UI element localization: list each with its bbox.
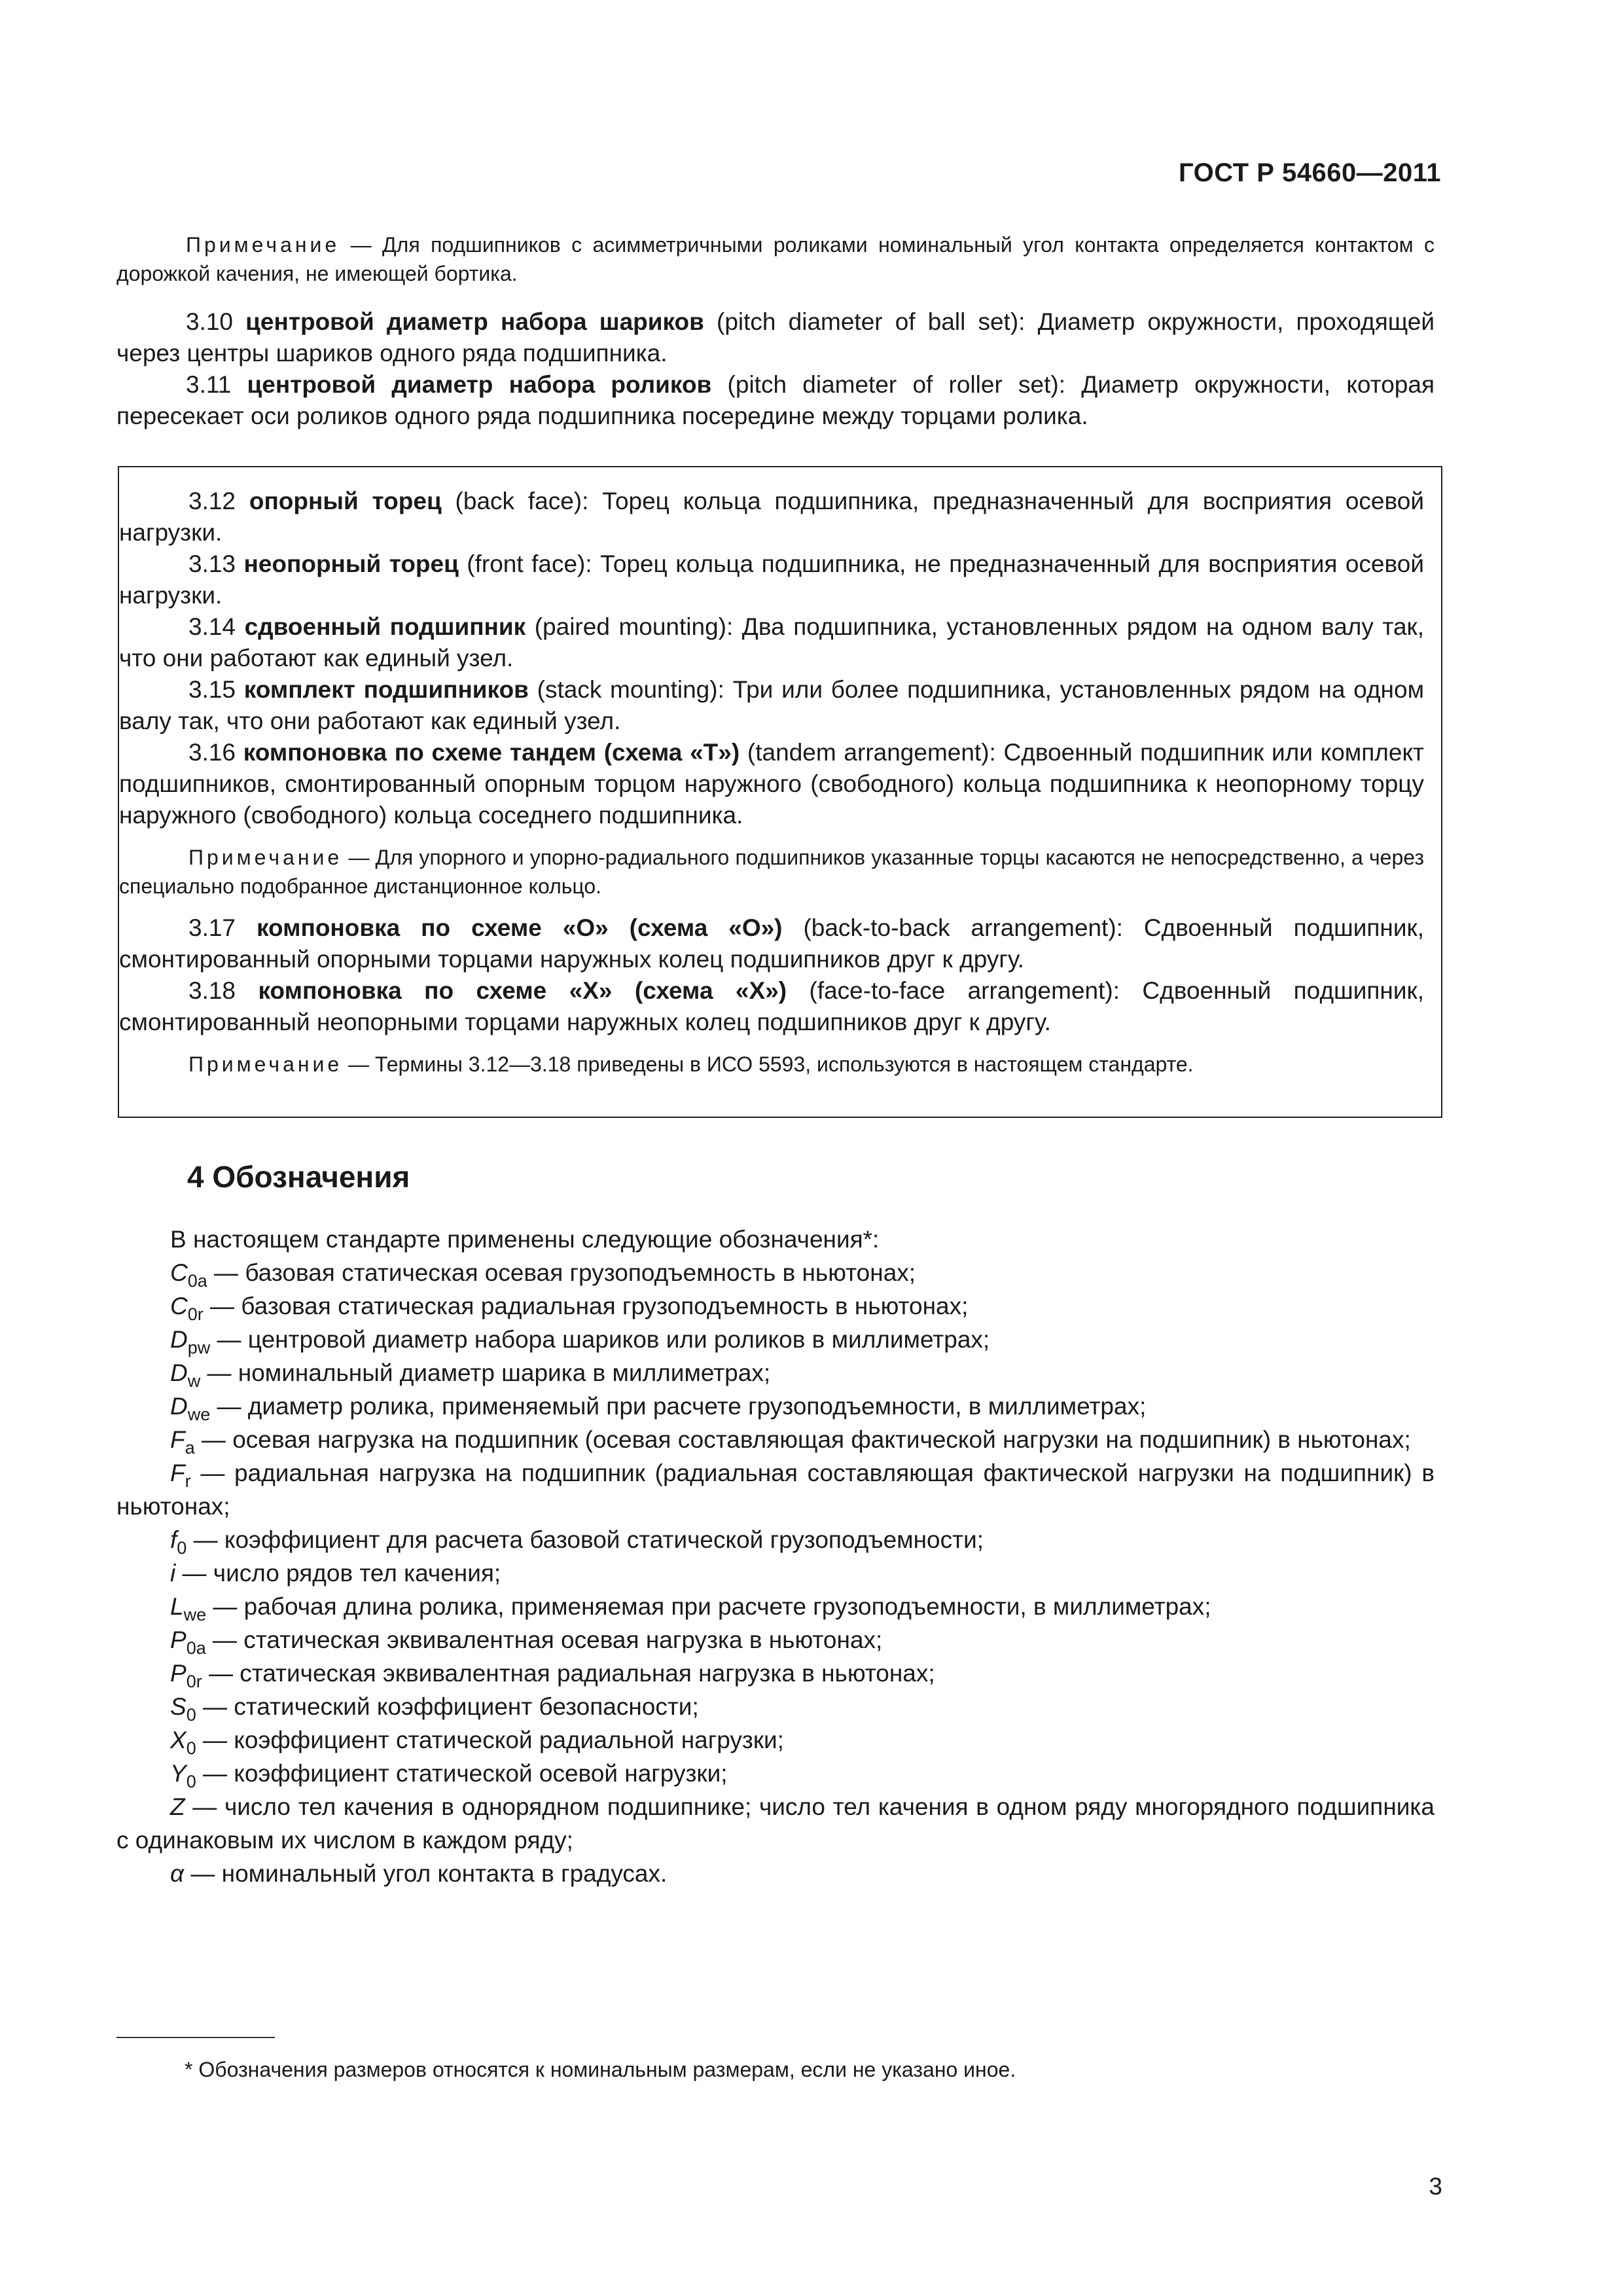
symbol-definition bbox=[116, 1723, 1435, 1757]
symbol: C bbox=[170, 1293, 188, 1319]
symbol-description: — базовая статическая осевая грузоподъемность в ньютонах; bbox=[207, 1259, 916, 1286]
symbol: i bbox=[170, 1560, 176, 1587]
term-name: комплект подшипников bbox=[243, 676, 529, 703]
term-definition: (back-to-back arrangement): Сдвоенный подшипник, смонтированный опорными торцами наружных колец подшипников друг к другу. bbox=[119, 914, 1424, 973]
section-intro: В настоящем стандарте применены следующие обозначения*: bbox=[170, 1226, 880, 1253]
symbol-definition bbox=[116, 1323, 1435, 1356]
term-number: 3.11 bbox=[186, 371, 232, 398]
document-code: ГОСТ Р 54660—2011 bbox=[1179, 158, 1441, 187]
symbol-subscript: we bbox=[183, 1605, 207, 1624]
symbol-description: — статическая эквивалентная осевая нагрузка в ньютонах; bbox=[205, 1626, 883, 1653]
symbol-description: — коэффициент для расчета базовой статической грузоподъемности; bbox=[187, 1526, 984, 1553]
term-number: 3.14 bbox=[188, 613, 236, 640]
symbol-description: — коэффициент статической радиальной нагрузки; bbox=[196, 1727, 784, 1753]
symbol: D bbox=[170, 1359, 188, 1386]
page-number: 3 bbox=[1429, 2173, 1442, 2200]
symbol-subscript: 0a bbox=[186, 1638, 206, 1658]
term-name: опорный торец bbox=[249, 488, 442, 514]
term-entry bbox=[119, 674, 1424, 737]
term-number: 3.13 bbox=[188, 550, 236, 577]
term-definition: (paired mounting): Два подшипника, установленных рядом на одном валу так, что они работают как единый узел. bbox=[119, 613, 1424, 672]
symbol-definition bbox=[116, 1390, 1435, 1423]
symbol-description: — радиальная нагрузка на подшипник (радиальная составляющая фактической нагрузки на подшипник) в ньютонах; bbox=[116, 1460, 1435, 1520]
term-definition: (pitch diameter of roller set): Диаметр окружности, которая пересекает оси роликов одного ряда подшипника посередине между торцами ролика. bbox=[116, 371, 1435, 429]
term-name: сдвоенный подшипник bbox=[244, 613, 526, 640]
symbol-description: — базовая статическая радиальная грузоподъемность в ньютонах; bbox=[203, 1293, 969, 1319]
symbol-definition bbox=[116, 1590, 1435, 1623]
term-definition: (stack mounting): Три или более подшипника, установленных рядом на одном валу так, что они работают как единый узел. bbox=[119, 676, 1425, 734]
note-text: — Термины 3.12—3.18 приведены в ИСО 5593, используются в настоящем стандарте. bbox=[342, 1052, 1194, 1076]
symbol-definition bbox=[116, 1790, 1435, 1857]
symbol-definition bbox=[116, 1456, 1435, 1523]
section-heading: 4 Обозначения bbox=[187, 1160, 410, 1194]
symbol-subscript: 0r bbox=[186, 1672, 202, 1691]
note-label: Примечание bbox=[188, 846, 343, 869]
symbol-description: — статический коэффициент безопасности; bbox=[196, 1693, 699, 1720]
symbol-description: — статическая эквивалентная радиальная нагрузка в ньютонах; bbox=[202, 1660, 935, 1687]
symbol-definition bbox=[116, 1657, 1435, 1690]
term-name: компоновка по схеме «О» (схема «О») bbox=[256, 914, 783, 941]
symbol-definition bbox=[116, 1423, 1435, 1456]
symbol-subscript: 0r bbox=[187, 1304, 204, 1324]
term-entry bbox=[119, 486, 1424, 548]
term-number: 3.18 bbox=[188, 977, 236, 1004]
term-definition: (tandem arrangement): Сдвоенный подшипник или комплект подшипников, смонтированный опорным торцом наружного (свободного) кольца подшипника к неопорному торцу наружного (свободного) кольца соседнего подшипника. bbox=[119, 739, 1424, 829]
term-number: 3.16 bbox=[188, 739, 236, 766]
symbol-definition bbox=[116, 1289, 1435, 1323]
note-text: — Для упорного и упорно-радиального подшипников указанные торцы касаются не непосредственно, а через специально подобранное дистанционное кольцо. bbox=[119, 846, 1424, 898]
symbol-subscript: we bbox=[187, 1405, 211, 1424]
symbol-description: — центровой диаметр набора шариков или роликов в миллиметрах; bbox=[210, 1326, 990, 1353]
symbols-list bbox=[116, 1223, 1435, 1890]
symbol-definition bbox=[116, 1356, 1435, 1390]
symbol-description: — коэффициент статической осевой нагрузки; bbox=[196, 1760, 728, 1787]
term-entry bbox=[116, 306, 1435, 369]
term-definition: (back face): Торец кольца подшипника, предназначенный для восприятия осевой нагрузки. bbox=[119, 488, 1424, 546]
term-name: компоновка по схеме «X» (схема «X») bbox=[258, 977, 787, 1004]
symbol: L bbox=[170, 1593, 184, 1620]
term-entry bbox=[119, 737, 1424, 831]
term-definition: (face-to-face arrangement): Сдвоенный подшипник, смонтированный неопорными торцами наружных колец подшипников друг к другу. bbox=[119, 977, 1424, 1035]
symbol-description: — рабочая длина ролика, применяемая при расчете грузоподъемности, в миллиметрах; bbox=[206, 1593, 1211, 1620]
symbol: Z bbox=[170, 1793, 185, 1820]
term-number: 3.12 bbox=[188, 488, 236, 514]
symbol-definition bbox=[116, 1523, 1435, 1556]
symbol: F bbox=[170, 1426, 185, 1453]
symbol-description: — число тел качения в однорядном подшипнике; число тел качения в одном ряду многорядного подшипника с одинаковым их числом в каждом ряду; bbox=[116, 1793, 1435, 1854]
symbol: α bbox=[170, 1860, 185, 1887]
symbol-subscript: w bbox=[187, 1371, 201, 1391]
footnote: * Обозначения размеров относятся к номинальным размерам, если не указано иное. bbox=[185, 2058, 1016, 2081]
symbol: D bbox=[170, 1393, 188, 1420]
term-entry bbox=[119, 975, 1424, 1038]
symbol: f bbox=[170, 1526, 177, 1553]
symbol: F bbox=[170, 1460, 185, 1486]
symbol-description: — число рядов тел качения; bbox=[175, 1560, 501, 1587]
symbol-subscript: 0 bbox=[186, 1772, 196, 1791]
symbol-subscript: 0a bbox=[187, 1271, 207, 1291]
symbol-definition bbox=[116, 1623, 1435, 1657]
symbol-definition bbox=[116, 1256, 1435, 1289]
term-definition: (pitch diameter of ball set): Диаметр окружности, проходящей через центры шариков одного ряда подшипника. bbox=[116, 308, 1435, 367]
symbol: P bbox=[170, 1626, 187, 1653]
term-entry bbox=[116, 369, 1435, 432]
symbol: Y bbox=[170, 1760, 187, 1787]
term-name: центровой диаметр набора шариков bbox=[245, 308, 704, 335]
symbol-subscript: 0 bbox=[177, 1538, 187, 1558]
symbol-description: — номинальный диаметр шарика в миллиметрах; bbox=[200, 1359, 771, 1386]
footnote-rule bbox=[116, 2037, 275, 2038]
box-note bbox=[119, 843, 1424, 901]
term-definition: (front face): Торец кольца подшипника, не предназначенный для восприятия осевой нагрузки. bbox=[119, 550, 1424, 609]
symbol: X bbox=[170, 1727, 187, 1753]
symbol-description: — диаметр ролика, применяемый при расчете грузоподъемности, в миллиметрах; bbox=[210, 1393, 1147, 1420]
symbol-definition bbox=[116, 1690, 1435, 1723]
term-number: 3.17 bbox=[188, 914, 236, 941]
note-text: — Для подшипников с асимметричными роликами номинальный угол контакта определяется контактом с дорожкой качения, не имеющей бортика. bbox=[116, 233, 1435, 285]
symbol-definition bbox=[116, 1757, 1435, 1790]
term-number: 3.10 bbox=[186, 308, 234, 335]
note-label: Примечание bbox=[186, 233, 340, 257]
term-entry bbox=[119, 611, 1424, 674]
symbol-description: — номинальный угол контакта в градусах. bbox=[184, 1860, 668, 1887]
symbol: P bbox=[170, 1660, 187, 1687]
note-label: Примечание bbox=[188, 1052, 343, 1076]
symbol: S bbox=[170, 1693, 187, 1720]
symbol-description: — осевая нагрузка на подшипник (осевая составляющая фактической нагрузки на подшипник) в ньютонах; bbox=[194, 1426, 1411, 1453]
symbol: C bbox=[170, 1259, 188, 1286]
note-top bbox=[116, 230, 1435, 288]
symbol-subscript: a bbox=[185, 1438, 195, 1458]
symbol-subscript: pw bbox=[187, 1338, 211, 1357]
symbol-subscript: r bbox=[185, 1471, 191, 1491]
term-number: 3.15 bbox=[188, 676, 236, 703]
symbol-definition bbox=[116, 1556, 1435, 1590]
terms-top bbox=[116, 306, 1435, 432]
symbol-subscript: 0 bbox=[186, 1738, 196, 1758]
term-name: компоновка по схеме тандем (схема «Т») bbox=[243, 739, 740, 766]
term-entry bbox=[119, 548, 1424, 611]
symbol-definition bbox=[116, 1857, 1435, 1890]
symbol: D bbox=[170, 1326, 188, 1353]
term-entry bbox=[119, 912, 1424, 975]
symbol-subscript: 0 bbox=[186, 1705, 196, 1725]
term-name: неопорный торец bbox=[243, 550, 459, 577]
term-name: центровой диаметр набора роликов bbox=[247, 371, 712, 398]
box-note bbox=[119, 1050, 1424, 1079]
framed-terms-box bbox=[118, 466, 1442, 1118]
